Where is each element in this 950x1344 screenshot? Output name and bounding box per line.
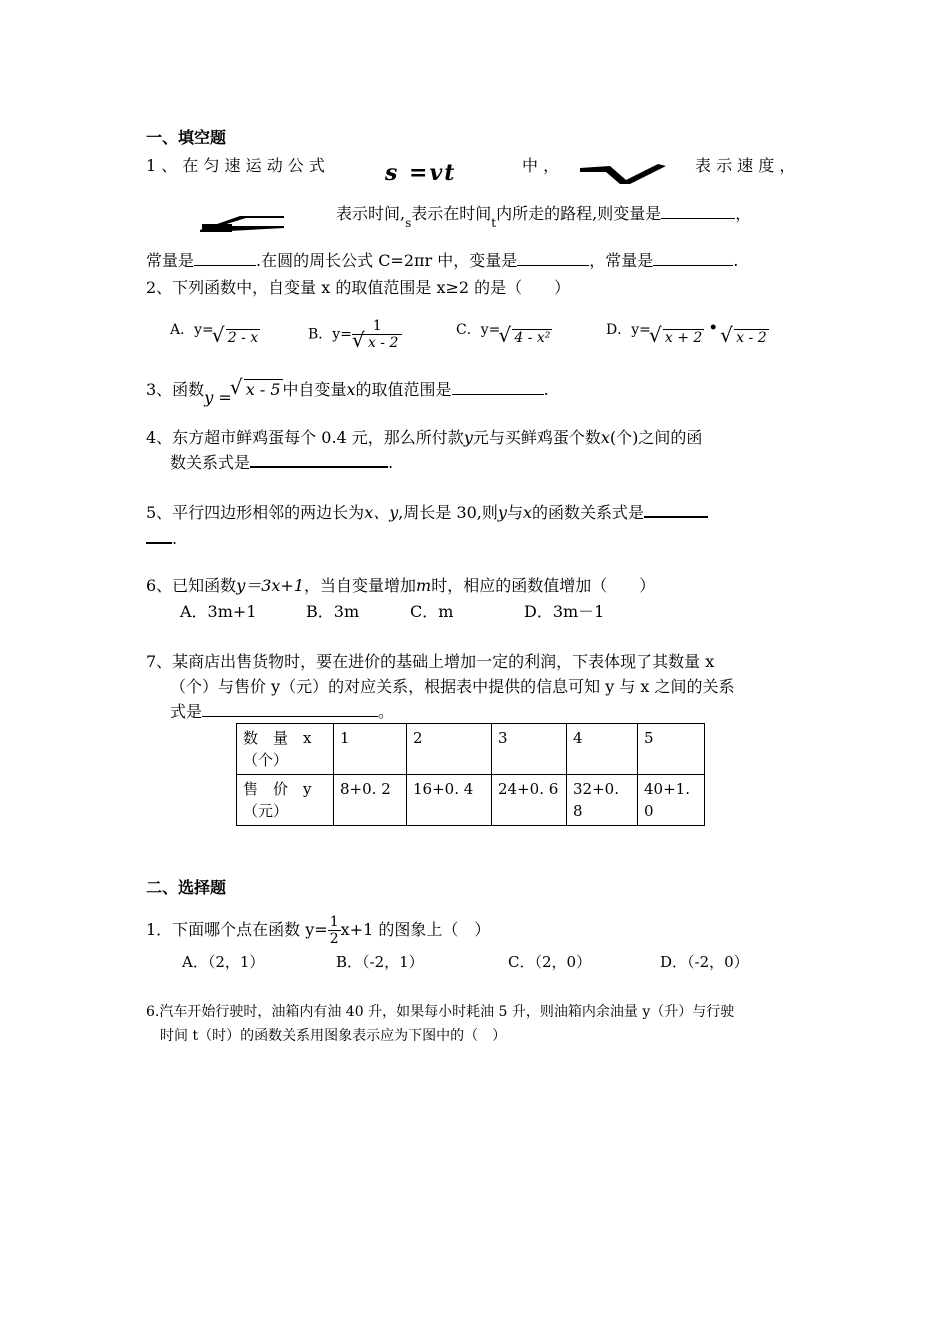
- q1-blank-1[interactable]: [661, 204, 735, 219]
- table-cell: 8+0. 2: [334, 775, 407, 826]
- s2-q1-fraction: $\frac{1}{2}$: [329, 914, 339, 947]
- q4-x: x: [600, 428, 610, 447]
- q1-line2: [336, 204, 752, 230]
- q3-y-eq: y =: [204, 388, 232, 407]
- q6-m: m: [416, 576, 432, 595]
- table-cell: 4: [567, 724, 638, 775]
- q4-text-b: 元与买鲜鸡蛋个数: [472, 428, 601, 447]
- q5-xy: x、y: [364, 503, 399, 522]
- q6-question: [146, 576, 655, 596]
- section1-title: 一、填空题: [146, 128, 227, 147]
- q2-option-c[interactable]: [456, 320, 552, 346]
- q1-text-a: 1 、 在 匀 速 运 动 公 式: [146, 156, 325, 175]
- q1-text-time: 表示时间,: [336, 204, 406, 223]
- v-variable-image: [580, 160, 670, 186]
- q3-sqrt: √ x - 5: [234, 380, 283, 400]
- q5-line2: [146, 528, 177, 549]
- q3-blank[interactable]: [452, 380, 544, 395]
- q3-text-range: 的取值范围是: [355, 380, 452, 399]
- q1-t-var: t: [491, 216, 497, 230]
- q1-line1: [146, 156, 325, 176]
- q1-formula-s-vt: s =vt: [385, 160, 457, 186]
- q5-text-c: 与: [506, 503, 523, 522]
- q3-text-var: 中自变量: [282, 380, 347, 399]
- q4-line1: [146, 428, 702, 448]
- q2-d-sqrt2: √ x - 2: [724, 328, 768, 348]
- q1-blank-2[interactable]: [194, 251, 256, 266]
- q4-line2: [170, 452, 393, 473]
- table-cell: 24+0. 6: [492, 775, 567, 826]
- q1-comma: ，: [735, 204, 752, 223]
- s2-q1-option-c[interactable]: C．（2，0）: [508, 953, 592, 971]
- table-cell: 2: [407, 724, 492, 775]
- s2-q1-option-d[interactable]: D．（-2，0）: [660, 953, 749, 971]
- table-cell: 40+1. 0: [638, 775, 705, 826]
- q6-fn: y＝3x+1: [236, 576, 305, 595]
- table-row: [237, 724, 705, 775]
- q7-blank[interactable]: [202, 702, 378, 717]
- q5-text-a: 5、平行四边形相邻的两边长为: [146, 503, 365, 522]
- q4-text-c: (个)之间的函: [609, 428, 703, 447]
- q1-text-variable: 内所走的路程,则变量是: [496, 204, 662, 223]
- q2-d-label: D．y=: [606, 322, 651, 338]
- q5-period: .: [172, 529, 178, 548]
- s2-q1-text-b: x+1 的图象上（ ）: [340, 920, 491, 939]
- q2-c-label: C．y=: [456, 322, 501, 338]
- q4-text-a: 4、东方超市鲜鸡蛋每个 0.4 元，那么所付款: [146, 428, 464, 447]
- s2-q1-text-a: 1．下面哪个点在函数 y=: [146, 920, 328, 939]
- q5-blank-b[interactable]: [146, 528, 172, 544]
- q2-option-a[interactable]: [170, 320, 260, 346]
- q4-y: y: [463, 428, 473, 447]
- table-cell: 32+0. 8: [567, 775, 638, 826]
- q6-text-c: 时，相应的函数值增加（ ）: [431, 576, 656, 595]
- s2-q1-option-b[interactable]: B．（-2，1）: [336, 953, 424, 971]
- q2-question: 2、下列函数中，自变量 x 的取值范围是 x≥2 的是（ ）: [146, 278, 571, 297]
- q2-d-sqrt1: √ x + 2: [653, 328, 704, 348]
- q4-blank[interactable]: [250, 452, 388, 468]
- q2-b-fraction: 1 √ x - 2: [352, 318, 402, 351]
- q3-text-fn: 3、函数: [146, 380, 205, 399]
- q7-period: 。: [378, 702, 395, 721]
- table-cell: 售 价 y（元）: [237, 775, 334, 826]
- q6-text-a: 6、已知函数: [146, 576, 237, 595]
- q1-blank-3[interactable]: [517, 251, 589, 266]
- q4-period: .: [388, 453, 394, 472]
- q3-x: x: [346, 380, 356, 399]
- q5-line1: [146, 502, 708, 523]
- q4-text-d: 数关系式是: [170, 453, 251, 472]
- q1-text-in-time: 表示在时间: [411, 204, 492, 223]
- q3-line: [146, 380, 549, 407]
- q3-period: .: [543, 380, 549, 399]
- q5-blank-a[interactable]: [644, 502, 708, 518]
- q6-option-a[interactable]: A．3m+1: [180, 602, 257, 621]
- q7-line1: 7、某商店出售货物时，要在进价的基础上增加一定的利润，下表体现了其数量 x: [146, 652, 715, 671]
- q6-option-d[interactable]: D．3m－1: [524, 602, 605, 621]
- q7-text-a: 式是: [170, 702, 203, 721]
- table-cell: 数 量 x（个）: [237, 724, 334, 775]
- q2-a-sqrt: √ 2 - x: [216, 328, 260, 348]
- q2-b-label: B．y=: [308, 326, 352, 343]
- table-row: [237, 775, 705, 826]
- q1-text-circle: .在圆的周长公式 C=2πr 中，变量是: [256, 251, 518, 270]
- q2-option-d[interactable]: [606, 320, 769, 346]
- q5-y: y: [497, 503, 507, 522]
- q1-text-constant2: ，常量是: [589, 251, 654, 270]
- q6-option-b[interactable]: B．3m: [306, 602, 360, 621]
- q5-x: x: [522, 503, 532, 522]
- table-cell: 1: [334, 724, 407, 775]
- q1-period: .: [733, 251, 739, 270]
- section2-title: 二、选择题: [146, 878, 227, 897]
- q1-text-constant: 常量是: [146, 251, 195, 270]
- q2-c-sqrt: √ 4 - x²: [502, 328, 552, 348]
- q1-text-speed: 表 示 速 度 ，: [695, 156, 796, 175]
- q2-d-dot: •: [708, 320, 718, 336]
- q7-table: [236, 723, 705, 826]
- s2-q1-question: [146, 914, 490, 947]
- q1-blank-4[interactable]: [653, 251, 733, 266]
- t-variable-image: [200, 212, 288, 234]
- q7-line3: [170, 702, 394, 722]
- q1-line3: [146, 251, 738, 271]
- table-cell: 5: [638, 724, 705, 775]
- q2-option-b[interactable]: [308, 318, 402, 351]
- q5-text-d: 的函数关系式是: [531, 503, 644, 522]
- q2-a-label: A．y=: [170, 322, 214, 338]
- q5-text-b: ,周长是 30,则: [398, 503, 498, 522]
- q6-text-b: ，当自变量增加: [304, 576, 417, 595]
- q1-text-zhong: 中 ，: [522, 156, 560, 175]
- q6-option-c[interactable]: C．m: [410, 602, 454, 621]
- s2-q1-option-a[interactable]: A．（2，1）: [182, 953, 265, 971]
- table-cell: 16+0. 4: [407, 775, 492, 826]
- s2-q6-line2: 时间 t（时）的函数关系用图象表示应为下图中的（ ）: [160, 1028, 507, 1044]
- table-cell: 3: [492, 724, 567, 775]
- q1-s-var: s: [405, 216, 412, 230]
- q7-line2: （个）与售价 y（元）的对应关系，根据表中提供的信息可知 y 与 x 之间的关系: [170, 677, 735, 696]
- s2-q6-line1: 6.汽车开始行驶时，油箱内有油 40 升，如果每小时耗油 5 升，则油箱内余油量 y（升）与行驶: [146, 1004, 735, 1020]
